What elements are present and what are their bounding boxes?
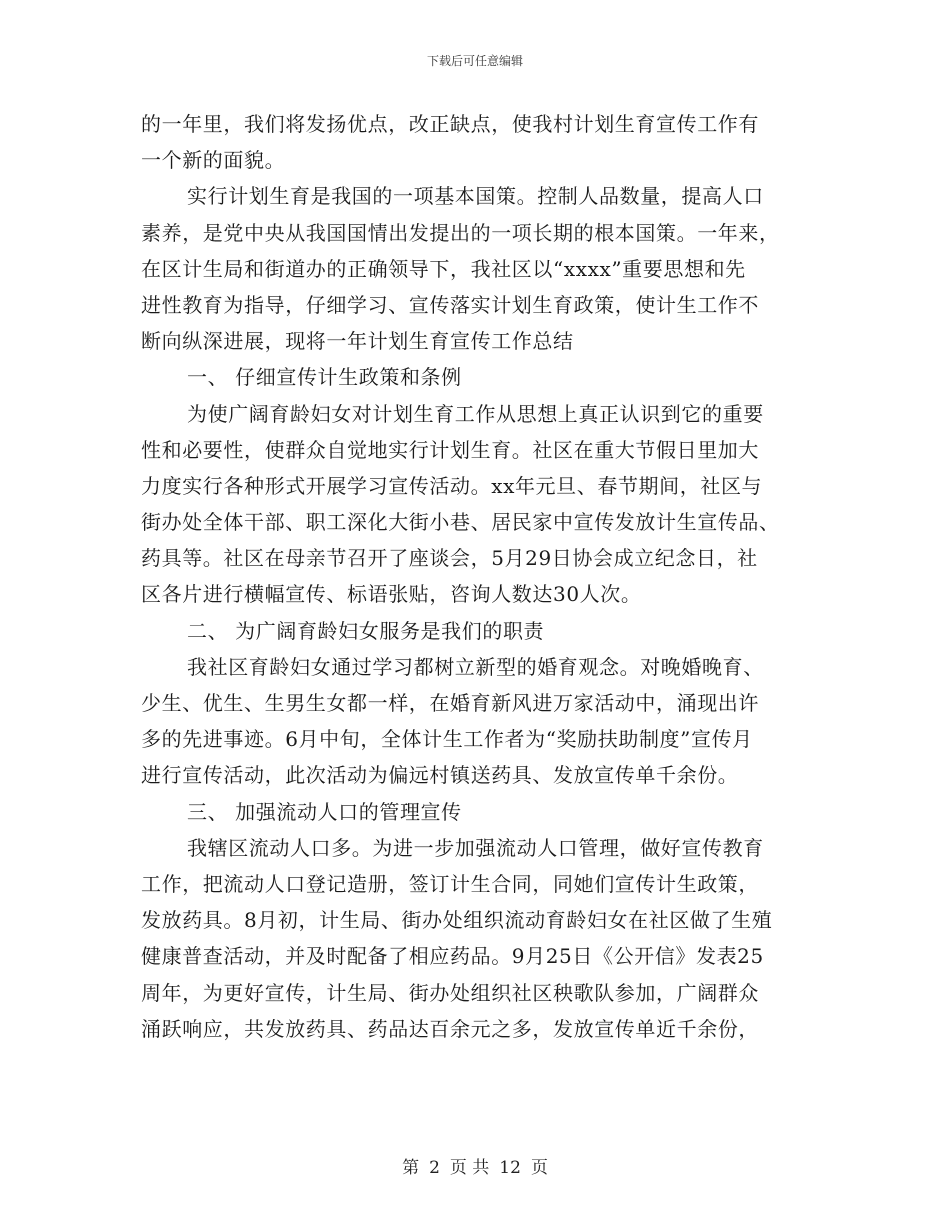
text-line: 药具等。社区在母亲节召开了座谈会，5月29日协会成立纪念日，社 bbox=[141, 546, 758, 571]
text-line: 街办处全体干部、职工深化大街小巷、居民家中宣传发放计生宣传品、 bbox=[141, 510, 780, 535]
text-line: 少生、优生、生男生女都一样，在婚育新风进万家活动中，涌现出许 bbox=[141, 691, 759, 715]
text-line: 工作，把流动人口登记造册，签订计生合同，同她们宣传计生政策， bbox=[141, 871, 759, 896]
text-line: 力度实行各种形式开展学习宣传活动。xx年元旦、春节期间，社区与 bbox=[141, 473, 763, 498]
text-line: 周年，为更好宣传，计生局、街办处组织社区秧歌队参加，广阔群众 bbox=[141, 980, 759, 1005]
text-line: 我辖区流动人口多。为进一步加强流动人口管理，做好宣传教育 bbox=[187, 835, 764, 860]
text-line: 进性教育为指导，仔细学习、宣传落实计划生育政策，使计生工作不 bbox=[141, 292, 759, 317]
text-line: 三、 加强流动人口的管理宣传 bbox=[187, 799, 462, 824]
text-line: 一个新的面貌。 bbox=[141, 148, 286, 173]
footer-current-page: 2 bbox=[429, 1158, 440, 1178]
page-header: 下载后可任意编辑 bbox=[426, 54, 523, 68]
footer-middle: 页 共 bbox=[449, 1158, 490, 1178]
text-line: 性和必要性，使群众自觉地实行计划生育。社区在重大节假日里加大 bbox=[141, 437, 759, 462]
text-line: 发放药具。8月初，计生局、街办处组织流动育龄妇女在社区做了生殖 bbox=[141, 908, 773, 933]
text-line: 多的先进事迹。6月中旬，全体计生工作者为“奖励扶助制度”宣传月 bbox=[141, 727, 753, 752]
text-line: 涌跃响应，共发放药具、药品达百余元之多，发放宣传单近千余份， bbox=[141, 1016, 759, 1041]
text-line: 为使广阔育龄妇女对计划生育工作从思想上真正认识到它的重要 bbox=[187, 401, 764, 426]
page-footer bbox=[0, 1153, 950, 1178]
text-line: 区各片进行横幅宣传、标语张贴，咨询人数达30人次。 bbox=[141, 582, 642, 607]
text-line: 二、 为广阔育龄妇女服务是我们的职责 bbox=[187, 618, 545, 643]
footer-prefix: 第 bbox=[402, 1158, 420, 1178]
text-line: 实行计划生育是我国的一项基本国策。控制人品数量，提高人口 bbox=[187, 184, 764, 209]
footer-total-pages: 12 bbox=[499, 1158, 521, 1178]
text-line: 的一年里，我们将发扬优点，改正缺点，使我村计划生育宣传工作有 bbox=[141, 112, 759, 136]
text-line: 断向纵深进展，现将一年计划生育宣传工作总结 bbox=[141, 329, 574, 354]
text-line: 素养，是党中央从我国国情出发提出的一项长期的根本国策。一年来， bbox=[141, 220, 780, 245]
footer-suffix: 页 bbox=[530, 1158, 548, 1178]
text-line: 我社区育龄妇女通过学习都树立新型的婚育观念。对晚婚晚育、 bbox=[187, 654, 764, 679]
text-line: 进行宣传活动，此次活动为偏远村镇送药具、发放宣传单千余份。 bbox=[141, 763, 739, 788]
text-line: 一、 仔细宣传计生政策和条例 bbox=[187, 365, 462, 390]
document-body bbox=[141, 106, 813, 1047]
text-line: 健康普查活动，并及时配备了相应药品。9月25日《公开信》发表25 bbox=[141, 944, 764, 969]
text-line: 在区计生局和街道办的正确领导下，我社区以“xxxx”重要思想和先 bbox=[141, 256, 746, 281]
